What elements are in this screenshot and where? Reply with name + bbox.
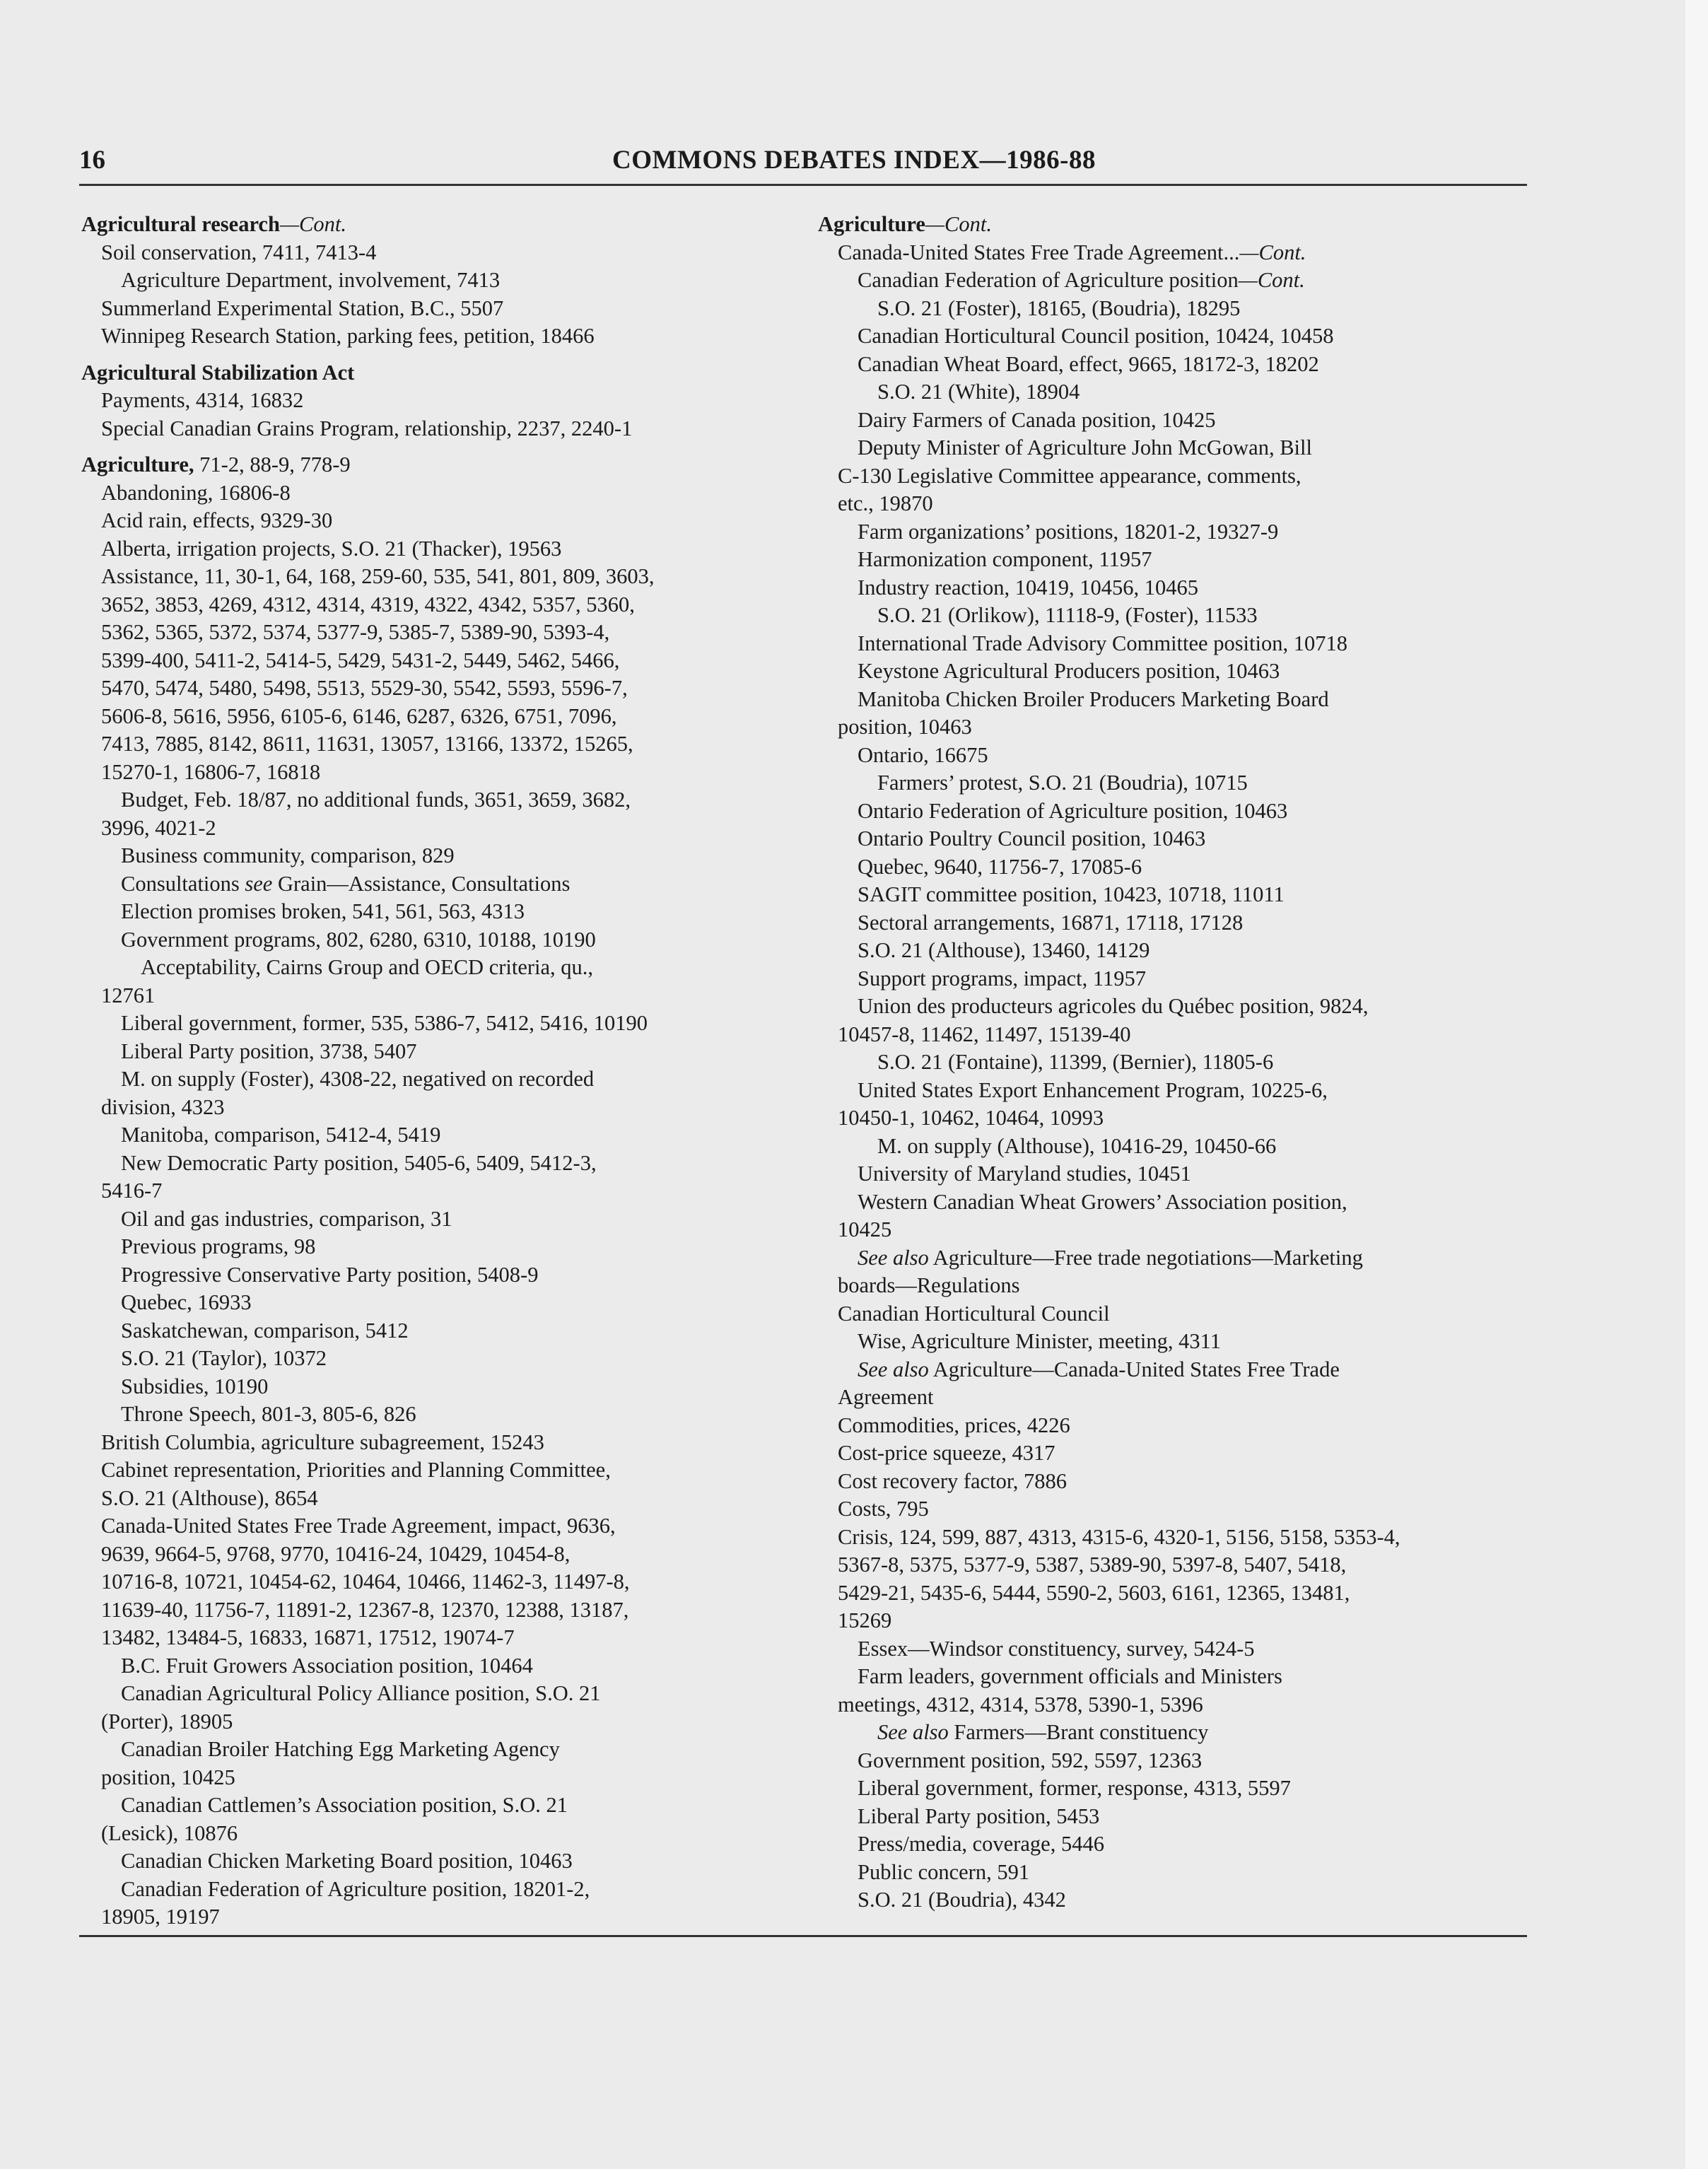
index-entry	[818, 239, 1525, 267]
entry-continuation	[818, 1021, 1525, 1049]
entry-text: Public concern, 591	[858, 1859, 1030, 1884]
entry-text: Government programs, 802, 6280, 6310, 10188, 10190	[121, 927, 596, 952]
entry-text: 5429-21, 5435-6, 5444, 5590-2, 5603, 6161, 12365, 13481,	[838, 1580, 1350, 1605]
index-entry	[818, 965, 1525, 993]
entry-text: Dairy Farmers of Canada position, 10425	[858, 407, 1216, 432]
index-entry	[818, 1077, 1525, 1105]
index-column-right	[818, 211, 1525, 1914]
entry-text: 5362, 5365, 5372, 5374, 5377-9, 5385-7, 5389-90, 5393-4,	[101, 620, 610, 644]
index-entry	[818, 546, 1525, 574]
heading-text: Agriculture,	[81, 452, 194, 477]
index-entry	[81, 1373, 771, 1401]
entry-text: S.O. 21 (Althouse), 13460, 14129	[858, 938, 1150, 962]
index-entry	[81, 267, 771, 295]
entry-text: C-130 Legislative Committee appearance, comments,	[838, 463, 1302, 488]
index-entry	[818, 295, 1525, 323]
index-entry	[81, 535, 771, 563]
entry-continuation	[818, 1579, 1525, 1608]
index-entry	[81, 387, 771, 415]
index-entry	[81, 1065, 771, 1094]
entry-continuation	[81, 1568, 771, 1596]
entry-text: Western Canadian Wheat Growers’ Association position,	[858, 1189, 1347, 1214]
index-entry	[81, 1512, 771, 1540]
entry-text: S.O. 21 (White), 18904	[877, 380, 1080, 404]
entry-text: Costs, 795	[838, 1497, 929, 1521]
entry-continuation	[81, 1177, 771, 1205]
entry-text: Special Canadian Grains Program, relationship, 2237, 2240-1	[101, 416, 633, 440]
entry-text: 10425	[838, 1217, 892, 1241]
entry-text: Winnipeg Research Station, parking fees, petition, 18466	[101, 324, 595, 348]
index-entry	[818, 937, 1525, 965]
entry-text: Canadian Broiler Hatching Egg Marketing Agency	[121, 1737, 560, 1761]
index-entry	[818, 993, 1525, 1021]
entry-text: Budget, Feb. 18/87, no additional funds, 3651, 3659, 3682,	[121, 788, 631, 812]
entry-text: 11639-40, 11756-7, 11891-2, 12367-8, 12370, 12388, 13187,	[101, 1597, 629, 1622]
cross-reference-text: boards—Regulations	[838, 1273, 1020, 1297]
entry-continuation	[81, 1596, 771, 1625]
entry-text: Canadian Chicken Marketing Board position, 10463	[121, 1849, 573, 1873]
index-entry	[818, 1495, 1525, 1524]
entry-text: 5367-8, 5375, 5377-9, 5387, 5389-90, 5397-8, 5407, 5418,	[838, 1553, 1347, 1577]
entry-text: Saskatchewan, comparison, 5412	[121, 1318, 409, 1343]
entry-text: Manitoba, comparison, 5412-4, 5419	[121, 1123, 441, 1147]
index-entry	[81, 1652, 771, 1680]
entry-text: meetings, 4312, 4314, 5378, 5390-1, 5396	[838, 1692, 1203, 1717]
entry-text: 5470, 5474, 5480, 5498, 5513, 5529-30, 5542, 5593, 5596-7,	[101, 676, 628, 700]
entry-text: Business community, comparison, 829	[121, 843, 455, 867]
index-entry	[818, 1412, 1525, 1440]
entry-continuation	[81, 730, 771, 759]
entry-continuation	[81, 1624, 771, 1652]
entry-text: Industry reaction, 10419, 10456, 10465	[858, 575, 1198, 600]
heading-text: Agricultural research	[81, 212, 280, 236]
index-entry	[81, 1791, 771, 1820]
entry-text: Soil conservation, 7411, 7413-4	[101, 240, 377, 264]
index-entry	[81, 1150, 771, 1178]
index-entry	[81, 1847, 771, 1876]
entry-text: Government position, 592, 5597, 12363	[858, 1748, 1203, 1772]
index-entry	[81, 415, 771, 443]
index-entry	[81, 870, 771, 899]
index-entry	[818, 1886, 1525, 1914]
index-entry	[818, 434, 1525, 462]
index-entry	[818, 1524, 1525, 1552]
entry-continuation	[818, 1104, 1525, 1133]
entry-text: Abandoning, 16806-8	[101, 480, 291, 505]
entry-text: 5399-400, 5411-2, 5414-5, 5429, 5431-2, 5449, 5462, 5466,	[101, 648, 620, 672]
index-entry	[818, 853, 1525, 882]
entry-text: Canadian Horticultural Council position, 10424, 10458	[858, 324, 1334, 348]
entry-text: Quebec, 16933	[121, 1290, 252, 1314]
index-entry	[81, 1010, 771, 1038]
entry-text: M. on supply (Althouse), 10416-29, 10450-66	[877, 1133, 1277, 1158]
entry-text: Alberta, irrigation projects, S.O. 21 (Thacker), 19563	[101, 536, 562, 561]
entry-text: 5606-8, 5616, 5956, 6105-6, 6146, 6287, 6326, 6751, 7096,	[101, 703, 617, 728]
entry-text: Acceptability, Cairns Group and OECD criteria, qu.,	[141, 955, 594, 979]
index-entry	[818, 630, 1525, 658]
index-entry	[81, 1736, 771, 1764]
continued-tag: —Cont.	[925, 212, 992, 236]
bottom-rule	[79, 1935, 1527, 1937]
entry-text: Union des producteurs agricoles du Québec position, 9824,	[858, 994, 1369, 1018]
index-entry	[818, 1719, 1525, 1747]
entry-text: 10457-8, 11462, 11497, 15139-40	[838, 1022, 1131, 1046]
index-entry	[818, 1747, 1525, 1775]
entry-text: 10716-8, 10721, 10454-62, 10464, 10466, 11462-3, 11497-8,	[101, 1569, 630, 1594]
entry-text: 3996, 4021-2	[101, 815, 216, 840]
index-entry	[818, 1328, 1525, 1356]
index-entry	[818, 351, 1525, 379]
entry-text: Liberal Party position, 3738, 5407	[121, 1039, 417, 1063]
entry-text: British Columbia, agriculture subagreement, 15243	[101, 1430, 544, 1454]
index-entry	[818, 602, 1525, 630]
entry-continuation	[818, 1691, 1525, 1719]
index-entry	[81, 239, 771, 267]
entry-text: Liberal government, former, 535, 5386-7, 5412, 5416, 10190	[121, 1011, 648, 1035]
entry-continuation	[81, 814, 771, 843]
entry-text: 5416-7	[101, 1179, 163, 1203]
entry-text: Canadian Agricultural Policy Alliance position, S.O. 21	[121, 1681, 601, 1705]
index-heading	[81, 359, 771, 387]
entry-text: B.C. Fruit Growers Association position, 10464	[121, 1653, 533, 1678]
entry-text: Progressive Conservative Party position, 5408-9	[121, 1262, 539, 1287]
entry-continuation	[81, 1540, 771, 1569]
entry-text: etc., 19870	[838, 491, 933, 515]
entry-text: Assistance, 11, 30-1, 64, 168, 259-60, 535, 541, 801, 809, 3603,	[101, 564, 655, 588]
entry-text: Cabinet representation, Priorities and Planning Committee,	[101, 1458, 611, 1482]
entry-continuation	[818, 1384, 1525, 1412]
entry-text: Cost recovery factor, 7886	[838, 1468, 1068, 1493]
index-entry	[818, 1803, 1525, 1831]
index-entry	[818, 825, 1525, 853]
see-reference: See also	[877, 1720, 949, 1744]
page-number: 16	[79, 146, 105, 175]
entry-text: Farm organizations’ positions, 18201-2, 19327-9	[858, 519, 1279, 544]
entry-text: Payments, 4314, 16832	[101, 388, 304, 412]
entry-text: Quebec, 9640, 11756-7, 17085-6	[858, 854, 1142, 879]
entry-text: Canadian Horticultural Council	[838, 1301, 1110, 1326]
index-entry	[818, 769, 1525, 797]
entry-text: SAGIT committee position, 10423, 10718, 11011	[858, 882, 1285, 906]
entry-text: S.O. 21 (Foster), 18165, (Boudria), 18295	[877, 296, 1241, 320]
entry-text: Liberal Party position, 5453	[858, 1803, 1100, 1828]
index-entry	[81, 1261, 771, 1290]
entry-text: 15269	[838, 1608, 892, 1632]
index-entry	[818, 267, 1525, 295]
index-entry	[81, 786, 771, 814]
entry-text: 10450-1, 10462, 10464, 10993	[838, 1106, 1104, 1130]
entry-text: Throne Speech, 801-3, 805-6, 826	[121, 1402, 416, 1426]
entry-text: Manitoba Chicken Broiler Producers Marketing Board	[858, 686, 1329, 711]
heading-pages: 71-2, 88-9, 778-9	[194, 452, 351, 477]
entry-text: Deputy Minister of Agriculture John McGowan, Bill	[858, 435, 1312, 460]
entry-text: 12761	[101, 983, 156, 1007]
entry-text: Consultations	[121, 871, 245, 896]
entry-text: Canada-United States Free Trade Agreement, impact, 9636,	[101, 1514, 616, 1538]
index-column-left	[81, 211, 771, 1931]
index-entry	[81, 842, 771, 870]
index-entry	[81, 1038, 771, 1066]
entry-continuation	[81, 759, 771, 787]
entry-text: 15270-1, 16806-7, 16818	[101, 759, 321, 784]
index-entry	[81, 507, 771, 535]
entry-text: Summerland Experimental Station, B.C., 5507	[101, 296, 504, 320]
page-edge	[1685, 0, 1708, 2169]
index-entry	[81, 898, 771, 926]
entry-text: Oil and gas industries, comparison, 31	[121, 1206, 452, 1231]
entry-text: (Lesick), 10876	[101, 1820, 238, 1845]
index-entry	[818, 378, 1525, 407]
cross-reference-text: Farmers—Brant constituency	[948, 1720, 1209, 1744]
entry-continuation	[81, 1764, 771, 1792]
entry-text: Wise, Agriculture Minister, meeting, 4311	[858, 1329, 1221, 1353]
top-rule	[79, 184, 1527, 186]
entry-text: S.O. 21 (Orlikow), 11118-9, (Foster), 11533	[877, 603, 1258, 627]
entry-continuation	[818, 462, 1525, 491]
entry-continuation	[81, 647, 771, 675]
entry-continuation	[81, 1903, 771, 1931]
continued-tag: —Cont.	[1239, 240, 1306, 264]
entry-continuation	[818, 1216, 1525, 1244]
entry-text: Cost-price squeeze, 4317	[838, 1441, 1055, 1465]
index-entry	[818, 1160, 1525, 1188]
continued-tag: —Cont.	[1238, 268, 1305, 292]
entry-text: Keystone Agricultural Producers position, 10463	[858, 659, 1280, 683]
index-entry	[81, 1456, 771, 1485]
heading-text: Agriculture	[818, 212, 925, 236]
index-entry	[81, 322, 771, 351]
entry-continuation	[81, 1820, 771, 1848]
entry-text: University of Maryland studies, 10451	[858, 1162, 1191, 1186]
entry-continuation	[81, 674, 771, 703]
entry-continuation	[81, 982, 771, 1010]
entry-continuation	[818, 490, 1525, 518]
entry-continuation	[818, 713, 1525, 742]
index-entry	[81, 1429, 771, 1457]
index-entry	[81, 1401, 771, 1429]
entry-text: M. on supply (Foster), 4308-22, negatived on recorded	[121, 1067, 595, 1091]
index-entry	[818, 1356, 1525, 1384]
index-entry	[818, 909, 1525, 937]
heading-text: Agricultural Stabilization Act	[81, 360, 355, 385]
index-entry	[818, 322, 1525, 351]
entry-text: United States Export Enhancement Program, 10225-6,	[858, 1077, 1328, 1102]
entry-text: 9639, 9664-5, 9768, 9770, 10416-24, 10429, 10454-8,	[101, 1541, 571, 1566]
index-entry	[818, 1133, 1525, 1161]
entry-text: (Porter), 18905	[101, 1709, 233, 1734]
index-entry	[81, 1680, 771, 1708]
entry-text: 13482, 13484-5, 16833, 16871, 17512, 19074-7	[101, 1625, 515, 1649]
index-entry	[818, 518, 1525, 546]
index-heading	[81, 451, 771, 479]
index-entry	[81, 1121, 771, 1150]
entry-continuation	[81, 1485, 771, 1513]
index-heading	[818, 211, 1525, 239]
cross-reference-text: Agreement	[838, 1385, 934, 1409]
continued-tag: —Cont.	[279, 212, 346, 236]
entry-continuation	[818, 1551, 1525, 1579]
entry-text: position, 10463	[838, 715, 972, 739]
entry-text: Subsidies, 10190	[121, 1374, 269, 1398]
index-entry	[818, 797, 1525, 826]
entry-text: division, 4323	[101, 1094, 225, 1119]
entry-text: 18905, 19197	[101, 1905, 220, 1929]
index-entry	[81, 295, 771, 323]
index-entry	[818, 742, 1525, 770]
index-entry	[818, 1830, 1525, 1859]
see-reference: See also	[858, 1357, 929, 1381]
running-head: COMMONS DEBATES INDEX—1986-88	[612, 146, 1096, 175]
entry-text: Liberal government, former, response, 4313, 5597	[858, 1776, 1291, 1800]
entry-text: S.O. 21 (Althouse), 8654	[101, 1485, 318, 1510]
index-entry	[818, 1244, 1525, 1273]
entry-text: Election promises broken, 541, 561, 563, 4313	[121, 899, 525, 923]
entry-text: Previous programs, 98	[121, 1234, 316, 1258]
entry-text: International Trade Advisory Committee position, 10718	[858, 631, 1347, 655]
entry-text: Commodities, prices, 4226	[838, 1413, 1070, 1437]
index-entry	[818, 1859, 1525, 1887]
entry-text: Farmers’ protest, S.O. 21 (Boudria), 10715	[877, 771, 1248, 795]
index-entry	[81, 563, 771, 591]
entry-text: Agriculture Department, involvement, 7413	[121, 268, 501, 292]
index-entry	[818, 1775, 1525, 1803]
entry-text: Canadian Federation of Agriculture position, 18201-2,	[121, 1876, 590, 1901]
index-heading	[81, 211, 771, 239]
index-entry	[81, 1317, 771, 1345]
entry-text: Support programs, impact, 11957	[858, 966, 1147, 990]
index-entry	[818, 657, 1525, 686]
index-entry	[81, 954, 771, 982]
entry-text: position, 10425	[101, 1765, 235, 1789]
index-entry	[81, 1233, 771, 1261]
entry-continuation	[81, 703, 771, 731]
entry-text: 7413, 7885, 8142, 8611, 11631, 13057, 13166, 13372, 15265,	[101, 732, 633, 756]
index-entry	[818, 407, 1525, 435]
index-entry	[818, 881, 1525, 909]
entry-text: New Democratic Party position, 5405-6, 5409, 5412-3,	[121, 1150, 597, 1175]
entry-text: S.O. 21 (Fontaine), 11399, (Bernier), 11805-6	[877, 1050, 1274, 1074]
cross-reference-text: Agriculture—Canada-United States Free Trade	[928, 1357, 1340, 1381]
entry-text: Canadian Wheat Board, effect, 9665, 18172-3, 18202	[858, 351, 1319, 376]
entry-text: Canada-United States Free Trade Agreement...	[838, 240, 1240, 264]
entry-text: Ontario, 16675	[858, 742, 988, 767]
index-entry	[818, 1048, 1525, 1077]
index-entry	[818, 1663, 1525, 1691]
entry-text: Acid rain, effects, 9329-30	[101, 508, 333, 532]
entry-continuation	[81, 1708, 771, 1736]
entry-continuation	[81, 591, 771, 619]
entry-text: Crisis, 124, 599, 887, 4313, 4315-6, 4320-1, 5156, 5158, 5353-4,	[838, 1524, 1400, 1549]
index-entry	[81, 479, 771, 508]
entry-text: Ontario Federation of Agriculture position, 10463	[858, 798, 1288, 823]
index-entry	[818, 1439, 1525, 1468]
entry-continuation	[81, 1094, 771, 1122]
entry-text: Farm leaders, government officials and Ministers	[858, 1664, 1282, 1688]
index-entry	[818, 574, 1525, 602]
entry-text: S.O. 21 (Boudria), 4342	[858, 1888, 1066, 1912]
index-entry	[81, 1289, 771, 1317]
entry-continuation	[81, 619, 771, 647]
index-entry	[81, 1876, 771, 1904]
entry-text: Sectoral arrangements, 16871, 17118, 17128	[858, 910, 1244, 935]
index-entry	[818, 1635, 1525, 1664]
entry-text: S.O. 21 (Taylor), 10372	[121, 1346, 327, 1370]
index-entry	[818, 1300, 1525, 1328]
see-reference: see	[245, 871, 273, 896]
index-entry	[818, 686, 1525, 714]
entry-text: 3652, 3853, 4269, 4312, 4314, 4319, 4322, 4342, 5357, 5360,	[101, 592, 635, 616]
entry-text: Harmonization component, 11957	[858, 547, 1152, 571]
entry-continuation	[818, 1272, 1525, 1300]
entry-text: Ontario Poultry Council position, 10463	[858, 826, 1206, 850]
entry-text: Canadian Federation of Agriculture position	[858, 268, 1239, 292]
index-entry	[81, 1345, 771, 1373]
index-entry	[818, 1468, 1525, 1496]
entry-continuation	[818, 1607, 1525, 1635]
index-entry	[81, 926, 771, 954]
see-reference: See also	[858, 1245, 929, 1270]
entry-text: Press/media, coverage, 5446	[858, 1832, 1104, 1856]
index-entry	[818, 1188, 1525, 1217]
entry-text: Canadian Cattlemen’s Association position, S.O. 21	[121, 1793, 568, 1817]
cross-reference-text: Grain—Assistance, Consultations	[272, 871, 571, 896]
index-entry	[81, 1205, 771, 1234]
entry-text: Essex—Windsor constituency, survey, 5424-5	[858, 1636, 1255, 1661]
cross-reference-text: Agriculture—Free trade negotiations—Marketing	[928, 1245, 1363, 1270]
